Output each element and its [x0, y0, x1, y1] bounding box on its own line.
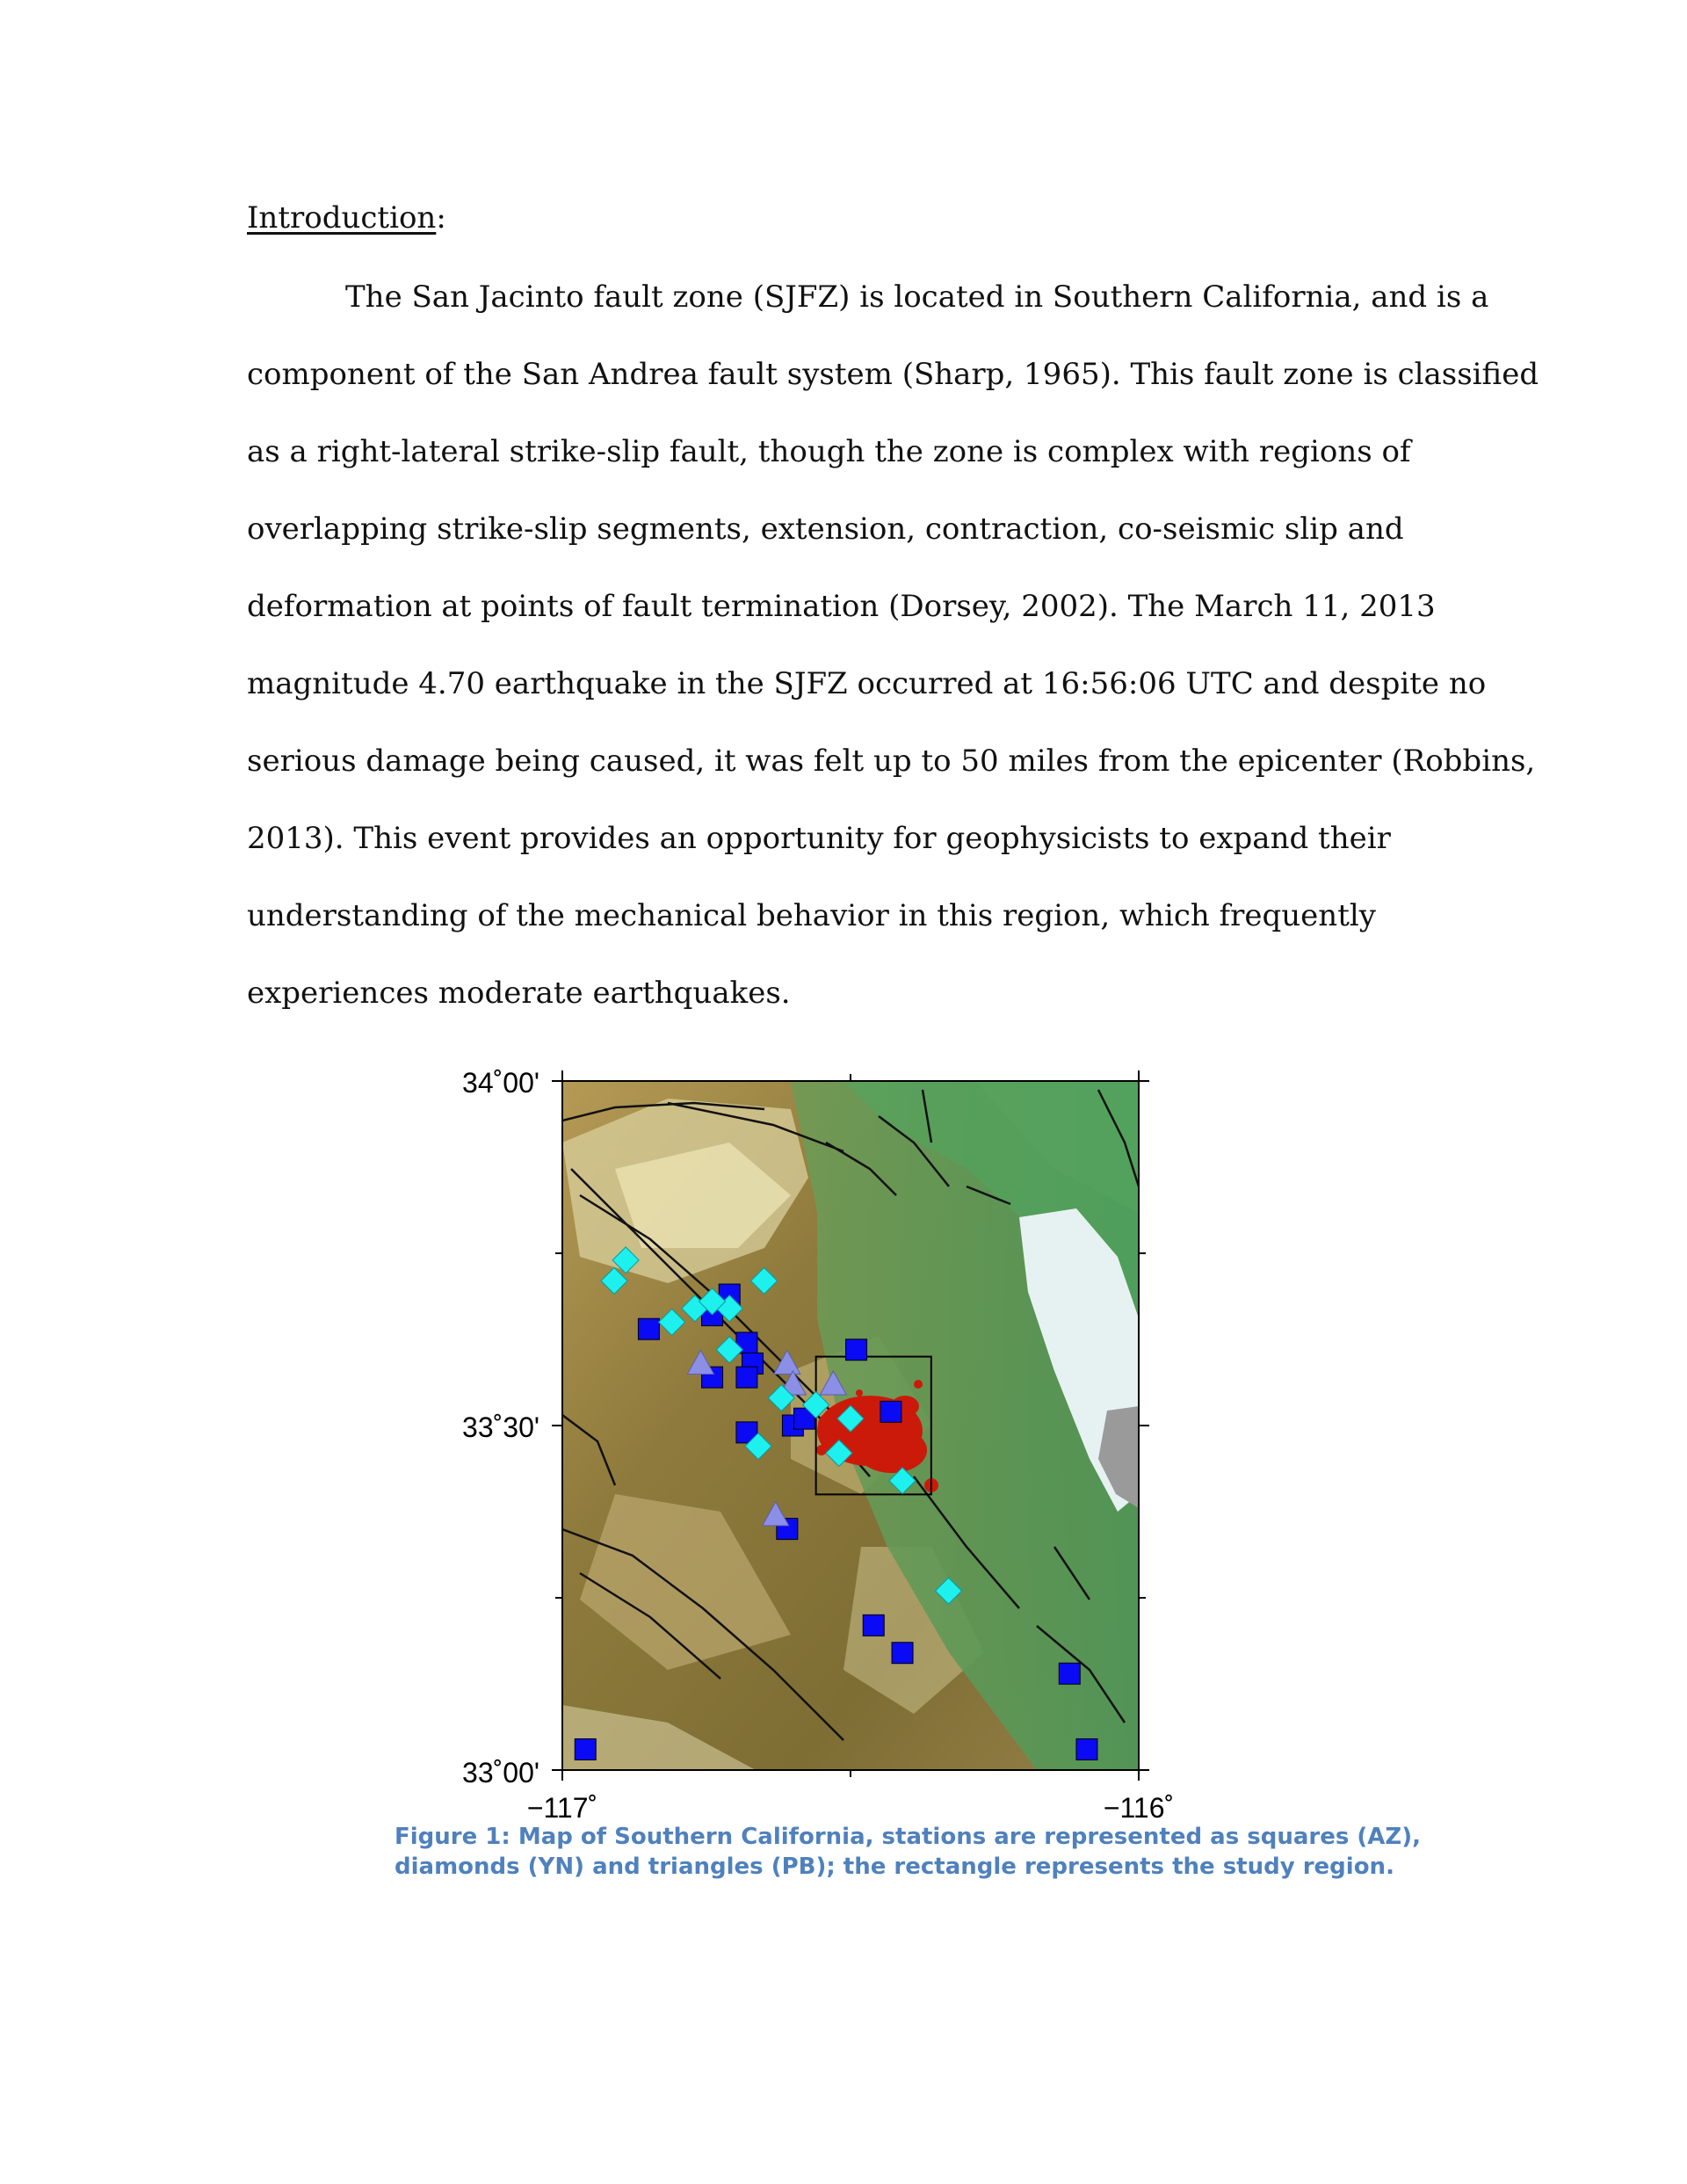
lat-label-34-00: 34˚00': [462, 1067, 539, 1099]
paragraph-line: magnitude 4.70 earthquake in the SJFZ occurred at 16:56:06 UTC and despite no: [247, 666, 1487, 701]
station-az-square: [863, 1614, 884, 1636]
station-az-square: [1076, 1738, 1097, 1760]
station-az-square: [736, 1367, 757, 1388]
paragraph-line: understanding of the mechanical behavior in this region, which frequently: [247, 898, 1376, 933]
station-az-square: [846, 1339, 867, 1360]
caption-line: Figure 1: Map of Southern California, stations are represented as squares (AZ),: [395, 1824, 1421, 1850]
lat-label-33-30: 33˚30': [462, 1411, 539, 1443]
lon-label-117: −117˚: [526, 1792, 598, 1824]
heading-text: Introduction: [247, 200, 437, 236]
paragraph-line: The San Jacinto fault zone (SJFZ) is located in Southern California, and is a: [345, 279, 1489, 315]
station-az-square: [638, 1318, 659, 1339]
figure-caption: [395, 1822, 1421, 1882]
paragraph-line: overlapping strike-slip segments, extension, contraction, co-seismic slip and: [247, 512, 1404, 547]
paragraph-line: serious damage being caused, it was felt up to 50 miles from the epicenter (Robbins,: [247, 744, 1536, 779]
station-az-square: [892, 1643, 913, 1664]
paragraph-line: experiences moderate earthquakes.: [247, 976, 791, 1011]
paragraph-line: as a right-lateral strike-slip fault, though the zone is complex with regions of: [247, 434, 1411, 469]
station-az-square: [575, 1738, 596, 1760]
lat-label-33-00: 33˚00': [462, 1757, 539, 1789]
paragraph-line: component of the San Andrea fault system (Sharp, 1965). This fault zone is classified: [247, 357, 1539, 392]
paragraph-line: deformation at points of fault termination (Dorsey, 2002). The March 11, 2013: [247, 589, 1436, 624]
lon-label-116: −116˚: [1103, 1792, 1175, 1824]
station-az-square: [880, 1401, 901, 1422]
caption-line: diamonds (YN) and triangles (PB); the rectangle represents the study region.: [395, 1854, 1394, 1880]
heading-colon: :: [436, 200, 446, 236]
paragraph-line: 2013). This event provides an opportunity for geophysicists to expand their: [247, 821, 1391, 856]
station-az-square: [1059, 1663, 1080, 1684]
